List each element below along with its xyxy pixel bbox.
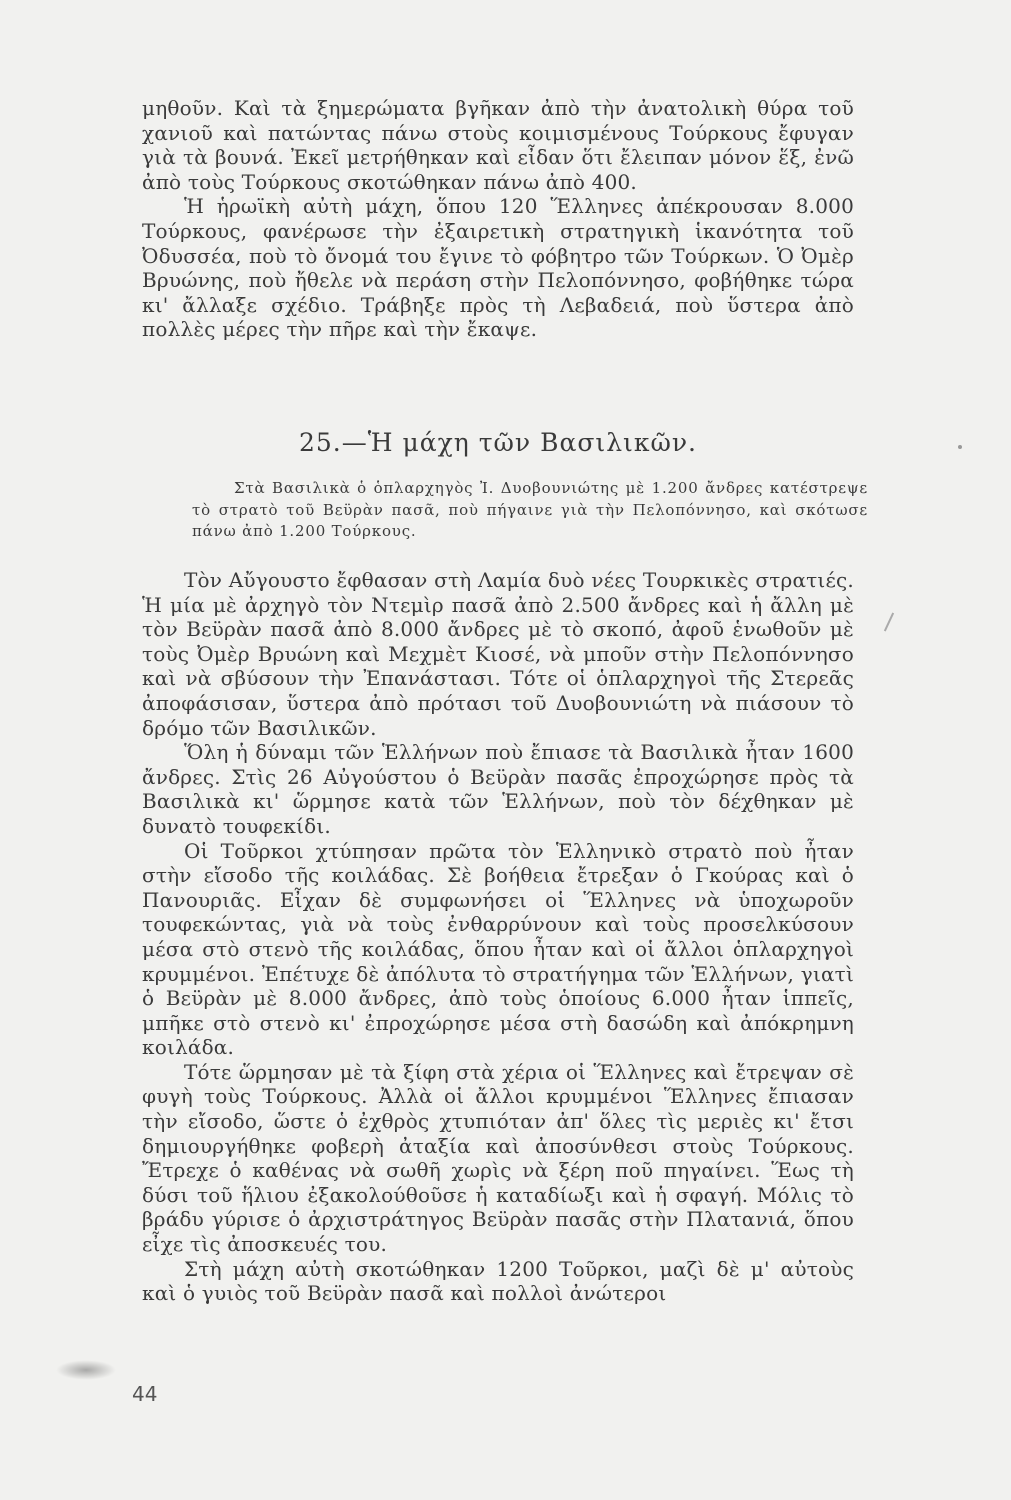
summary-text: Στὰ Βασιλικὰ ὁ ὁπλαρχηγὸς Ἰ. Δυοβουνιώτης μὲ 1.200 ἄνδρες κατέστρεψε τὸ στρατὸ τοῦ Βεϋρὰν πασᾶ, ποὺ πήγαινε γιὰ τὴν Πελοπόννησο, καὶ σκότωσε πάνω ἀπὸ 1.200 Τούρκους. bbox=[192, 479, 868, 540]
section-heading: 25.—Ἡ μάχη τῶν Βασιλικῶν. bbox=[299, 428, 697, 457]
body-paragraph-3: Οἱ Τοῦρκοι χτύπησαν πρῶτα τὸν Ἑλληνικὸ στρατὸ ποὺ ἦταν στὴν εἴσοδο τῆς κοιλάδας. Σὲ βοήθεια ἔτρεξαν ὁ Γκούρας καὶ ὁ Πανουριᾶς. Εἶχαν δὲ συμφωνήσει οἱ Ἕλληνες νὰ ὑποχωροῦν τουφεκώντας, γιὰ νὰ τοὺς ἐνθαρρύνουν καὶ τοὺς προσελκύσουν μέσα στὸ στενὸ τῆς κοιλάδας, ὅπου ἦταν καὶ οἱ ἄλλοι ὁπλαρχηγοὶ κρυμμένοι. Ἐπέτυχε δὲ ἀπόλυτα τὸ στρατήγημα τῶν Ἑλλήνων, γιατὶ ὁ Βεϋρὰν μὲ 8.000 ἄνδρες, ἀπὸ τοὺς ὁποίους 6.000 ἦταν ἱππεῖς, μπῆκε στὸ στενὸ κι' ἐπροχώρησε μέσα στὴ δασώδη καὶ ἀπόκρημνη κοιλάδα. bbox=[142, 838, 854, 1060]
speck-mark bbox=[958, 445, 962, 449]
pencil-mark bbox=[884, 613, 894, 632]
body-paragraph-4: Τότε ὥρμησαν μὲ τὰ ξίφη στὰ χέρια οἱ Ἕλληνες καὶ ἔτρεψαν σὲ φυγὴ τοὺς Τούρκους. Ἀλλὰ οἱ ἄλλοι κρυμμένοι Ἕλληνες ἔπιασαν τὴν εἴσοδο, ὥστε ὁ ἐχθρὸς χτυπιόταν ἀπ' ὅλες τὶς μεριὲς κι' ἔτσι δημιουργήθηκε φοβερὴ ἀταξία καὶ ἀποσύνθεσι στοὺς Τούρκους. Ἔτρεχε ὁ καθένας νὰ σωθῆ χωρὶς νὰ ξέρη ποῦ πηγαίνει. Ἕως τὴ δύσι τοῦ ἥλιου ἐξακολούθοῦσε ἡ καταδίωξι καὶ ἡ σφαγή. Μόλις τὸ βράδυ γύρισε ὁ ἀρχιστράτηγος Βεϋρὰν πασᾶς στὴν Πλατανιά, ὅπου εἶχε τὶς ἀποσκευές του. bbox=[142, 1059, 854, 1257]
page-number: 44 bbox=[132, 1382, 158, 1406]
intro-paragraph-2: Ἡ ἡρωϊκὴ αὐτὴ μάχη, ὅπου 120 Ἕλληνες ἀπέκρουσαν 8.000 Τούρκους, φανέρωσε τὴν ἐξαιρετικὴ στρατηγικὴ ἱκανότητα τοῦ Ὀδυσσέα, ποὺ τὸ ὄνομά του ἔγινε τὸ φόβητρο τῶν Τούρκων. Ὁ Ὀμὲρ Βρυώνης, ποὺ ἤθελε νὰ περάση στὴν Πελοπόννησο, φοβήθηκε τώρα κι' ἄλλαξε σχέδιο. Τράβηξε πρὸς τὴ Λεβαδειά, ποὺ ὕστερα ἀπὸ πολλὲς μέρες τὴν πῆρε καὶ τὴν ἔκαψε. bbox=[142, 194, 854, 342]
body-paragraph-5: Στὴ μάχη αὐτὴ σκοτώθηκαν 1200 Τοῦρκοι, μαζὶ δὲ μ' αὐτοὺς καὶ ὁ γυιὸς τοῦ Βεϋρὰν πασᾶ καὶ πολλοὶ ἀνώτεροι bbox=[142, 1256, 854, 1306]
section-summary bbox=[192, 478, 868, 543]
body-text bbox=[142, 568, 854, 1306]
body-paragraph-2: Ὅλη ἡ δύναμι τῶν Ἑλλήνων ποὺ ἔπιασε τὰ Βασιλικὰ ἦταν 1600 ἄνδρες. Στὶς 26 Αὐγούστου ὁ Βεϋρὰν πασᾶς ἐπροχώρησε πρὸς τὰ Βασιλικὰ κι' ὥρμησε κατὰ τῶν Ἑλλήνων, ποὺ τὸν δέχθηκαν μὲ δυνατὸ τουφεκίδι. bbox=[142, 740, 854, 838]
body-paragraph-1: Τὸν Αὔγουστο ἔφθασαν στὴ Λαμία δυὸ νέες Τουρκικὲς στρατιές. Ἡ μία μὲ ἀρχηγὸ τὸν Ντεμὶρ πασᾶ ἀπὸ 2.500 ἄνδρες καὶ ἡ ἄλλη μὲ τὸν Βεϋρὰν πασᾶ ἀπὸ 8.000 ἄνδρες μὲ τὸ σκοπό, ἀφοῦ ἑνωθοῦν μὲ τοὺς Ὀμὲρ Βρυώνη καὶ Μεχμὲτ Κιοσέ, νὰ μποῦν στὴν Πελοπόννησο καὶ νὰ σβύσουν τὴν Ἐπανάστασι. Τότε οἱ ὁπλαρχηγοὶ τῆς Στερεᾶς ἀποφάσισαν, ὕστερα ἀπὸ πρότασι τοῦ Δυοβουνιώτη νὰ πιάσουν τὸ δρόμο τῶν Βασιλικῶν. bbox=[142, 568, 854, 740]
intro-paragraph-1: μηθοῦν. Καὶ τὰ ξημερώματα βγῆκαν ἀπὸ τὴν ἀνατολικὴ θύρα τοῦ χανιοῦ καὶ πατώντας πάνω στοὺς κοιμισμένους Τούρκους ἔφυγαν γιὰ τὰ βουνά. Ἐκεῖ μετρήθηκαν καὶ εἶδαν ὅτι ἔλειπαν μόνον ἕξ, ἐνῶ ἀπὸ τοὺς Τούρκους σκοτώθηκαν πάνω ἀπὸ 400. bbox=[142, 96, 854, 194]
intro-text bbox=[142, 96, 854, 342]
ink-smudge bbox=[56, 1360, 116, 1380]
